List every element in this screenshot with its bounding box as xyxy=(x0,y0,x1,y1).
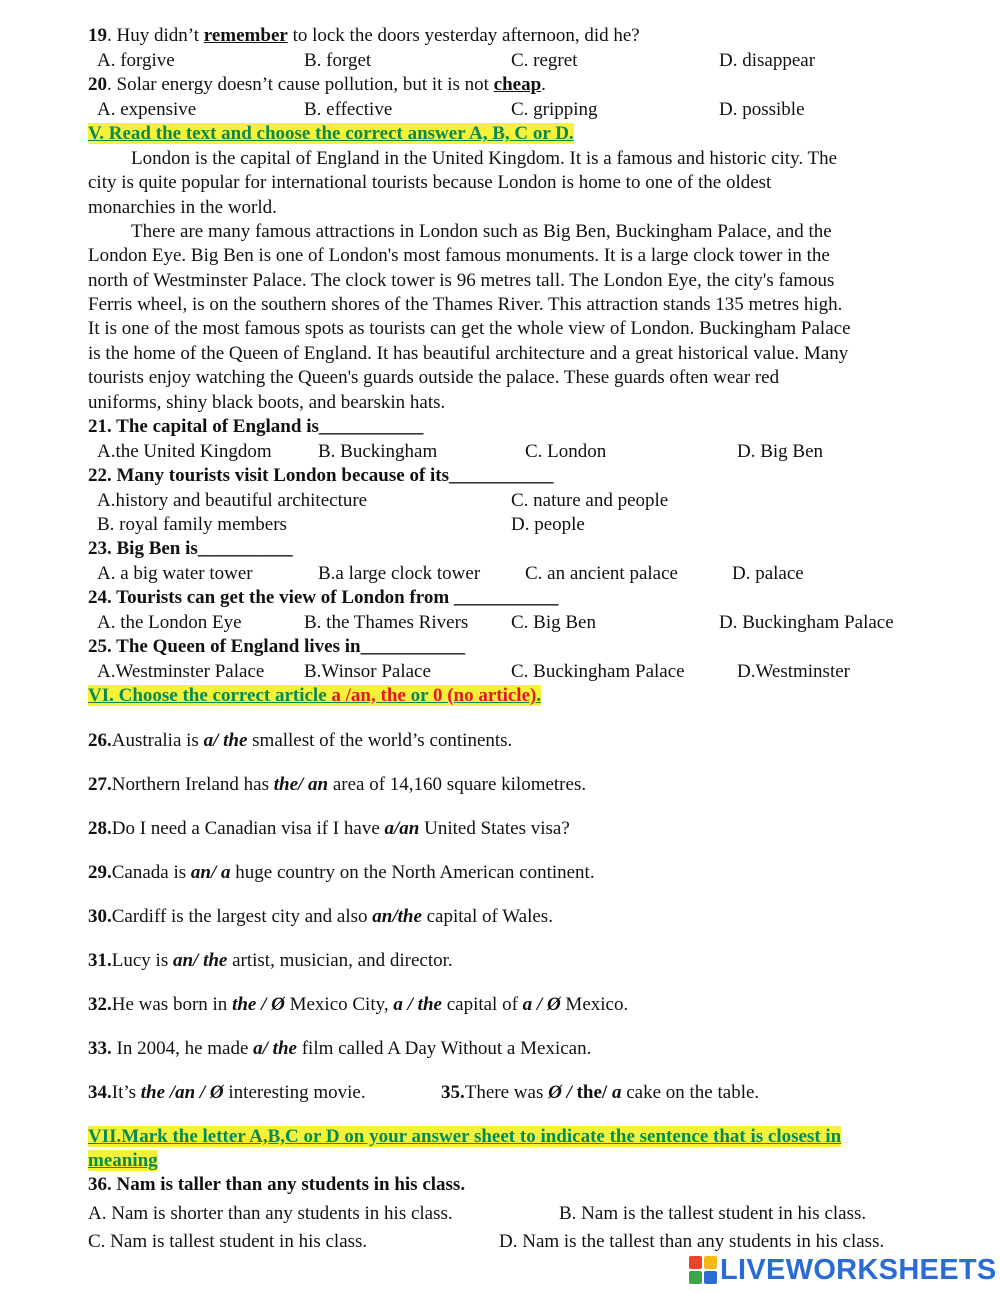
option-b[interactable]: B.a large clock tower xyxy=(318,563,481,584)
logo-square xyxy=(689,1271,702,1284)
article-choice[interactable]: the/ xyxy=(576,1082,612,1103)
article-choice[interactable]: a/an xyxy=(384,818,420,839)
article-question: 29.Canada is an/ a huge country on the North American continent. xyxy=(88,862,595,883)
article-question: 30.Cardiff is the largest city and also an/the capital of Wales. xyxy=(88,906,553,927)
logo-square xyxy=(704,1271,717,1284)
option-b[interactable]: B. royal family members xyxy=(97,514,287,535)
passage-line: tourists enjoy watching the Queen's guards outside the palace. These guards often wear red xyxy=(88,367,780,388)
option-a[interactable]: A. Nam is shorter than any students in his class. xyxy=(88,1203,453,1224)
option-b[interactable]: B. the Thames Rivers xyxy=(304,612,469,633)
passage-line: There are many famous attractions in London such as Big Ben, Buckingham Palace, and the xyxy=(131,221,832,242)
logo-square xyxy=(704,1256,717,1269)
option-a[interactable]: A. expensive xyxy=(97,99,197,120)
passage-line: monarchies in the world. xyxy=(88,197,277,218)
article-question: 28.Do I need a Canadian visa if I have a/an United States visa? xyxy=(88,818,570,839)
section-vi-heading: VI. Choose the correct article a /an, the or 0 (no article). xyxy=(88,685,542,706)
underlined-word: remember xyxy=(203,25,288,46)
option-d[interactable]: D. Big Ben xyxy=(737,441,824,462)
option-a[interactable]: A. forgive xyxy=(97,50,175,71)
option-c[interactable]: C. nature and people xyxy=(511,490,669,511)
question-20: 20. Solar energy doesn’t cause pollution, but it is not cheap. xyxy=(88,74,546,95)
question-24: 24. Tourists can get the view of London from ___________ xyxy=(88,587,559,608)
article-choice[interactable]: the/ an xyxy=(273,774,329,795)
article-choice[interactable]: Ø / xyxy=(548,1082,577,1103)
question-19: 19. Huy didn’t remember to lock the doors yesterday afternoon, did he? xyxy=(88,25,640,46)
article-choice[interactable]: a/ the xyxy=(253,1038,297,1059)
logo-mark-icon xyxy=(689,1256,717,1284)
option-a[interactable]: A. the London Eye xyxy=(97,612,242,633)
question-22: 22. Many tourists visit London because of its___________ xyxy=(88,465,554,486)
passage-line: London is the capital of England in the United Kingdom. It is a famous and historic city. The xyxy=(131,148,838,169)
option-b[interactable]: B. forget xyxy=(304,50,372,71)
option-b[interactable]: B. Buckingham xyxy=(318,441,438,462)
article-choice[interactable]: a/ the xyxy=(203,730,248,751)
article-question-34: 34.It’s the /an / Ø interesting movie. xyxy=(88,1082,366,1103)
question-number: 19 xyxy=(88,25,107,46)
article-choice[interactable]: the / Ø xyxy=(232,994,285,1015)
article-choice[interactable]: an/ the xyxy=(172,950,228,971)
option-d[interactable]: D. people xyxy=(511,514,585,535)
article-question: 27.Northern Ireland has the/ an area of 14,160 square kilometres. xyxy=(88,774,587,795)
option-b[interactable]: B.Winsor Palace xyxy=(304,661,431,682)
article-choice[interactable]: an/ a xyxy=(190,862,231,883)
question-23: 23. Big Ben is__________ xyxy=(88,538,293,559)
passage-line: uniforms, shiny black boots, and bearskin hats. xyxy=(88,392,446,413)
option-b[interactable]: B. Nam is the tallest student in his class. xyxy=(559,1203,867,1224)
option-c[interactable]: C. London xyxy=(525,441,607,462)
question-25: 25. The Queen of England lives in___________ xyxy=(88,636,466,657)
option-c[interactable]: C. Buckingham Palace xyxy=(511,661,685,682)
article-choice[interactable]: a / the xyxy=(393,994,442,1015)
option-d[interactable]: D. possible xyxy=(719,99,805,120)
article-question: 31.Lucy is an/ the artist, musician, and director. xyxy=(88,950,453,971)
passage-line: is the home of the Queen of England. It has beautiful architecture and a great historical value. Many xyxy=(88,343,849,364)
passage-line: north of Westminster Palace. The clock tower is 96 metres tall. The London Eye, the city's famous xyxy=(88,270,835,291)
liveworksheets-logo[interactable] xyxy=(689,1254,997,1286)
option-b[interactable]: B. effective xyxy=(304,99,393,120)
option-c[interactable]: C. Big Ben xyxy=(511,612,596,633)
option-a[interactable]: A.Westminster Palace xyxy=(97,661,265,682)
passage-line: It is one of the most famous spots as tourists can get the whole view of London. Buckingham Palace xyxy=(88,318,851,339)
underlined-word: cheap xyxy=(493,74,542,95)
option-d[interactable]: D.Westminster xyxy=(737,661,850,682)
option-c[interactable]: C. gripping xyxy=(511,99,598,120)
passage-line: London Eye. Big Ben is one of London's most famous monuments. It is a large clock tower in the xyxy=(88,245,830,266)
option-d[interactable]: D. palace xyxy=(732,563,804,584)
article-choice[interactable]: a / Ø xyxy=(522,994,561,1015)
logo-square xyxy=(689,1256,702,1269)
section-vii-heading: VII.Mark the letter A,B,C or D on your answer sheet to indicate the sentence that is closest in xyxy=(88,1126,842,1147)
question-number: 20 xyxy=(88,74,107,95)
option-d[interactable]: D. disappear xyxy=(719,50,816,71)
section-v-heading: V. Read the text and choose the correct answer A, B, C or D. xyxy=(88,123,574,144)
section-vii-heading-cont: meaning xyxy=(88,1150,158,1171)
passage-line: Ferris wheel, is on the southern shores of the Thames River. This attraction stands 135 metres high. xyxy=(88,294,843,315)
logo-text: LIVEWORKSHEETS xyxy=(720,1253,997,1286)
option-a[interactable]: A.history and beautiful architecture xyxy=(97,490,368,511)
article-choice[interactable]: a xyxy=(611,1082,622,1103)
article-choice[interactable]: the /an / Ø xyxy=(140,1082,224,1103)
option-a[interactable]: A. a big water tower xyxy=(97,563,253,584)
article-question: 26.Australia is a/ the smallest of the world’s continents. xyxy=(88,730,513,751)
article-question-33: 33. In 2004, he made a/ the film called A Day Without a Mexican. xyxy=(88,1038,592,1059)
article-question-35: 35.There was Ø / the/ a cake on the table. xyxy=(441,1082,760,1103)
option-d[interactable]: D. Buckingham Palace xyxy=(719,612,894,633)
option-d[interactable]: D. Nam is the tallest than any students in his class. xyxy=(499,1231,885,1252)
question-36: 36. Nam is taller than any students in his class. xyxy=(88,1174,466,1195)
option-c[interactable]: C. regret xyxy=(511,50,578,71)
option-c[interactable]: C. Nam is tallest student in his class. xyxy=(88,1231,368,1252)
article-question-32: 32.He was born in the / Ø Mexico City, a / the capital of a / Ø Mexico. xyxy=(88,994,629,1015)
passage-line: city is quite popular for international tourists because London is home to one of the oldest xyxy=(88,172,772,193)
question-21: 21. The capital of England is___________ xyxy=(88,416,424,437)
option-a[interactable]: A.the United Kingdom xyxy=(97,441,272,462)
option-c[interactable]: C. an ancient palace xyxy=(525,563,678,584)
article-choice[interactable]: an/the xyxy=(372,906,422,927)
